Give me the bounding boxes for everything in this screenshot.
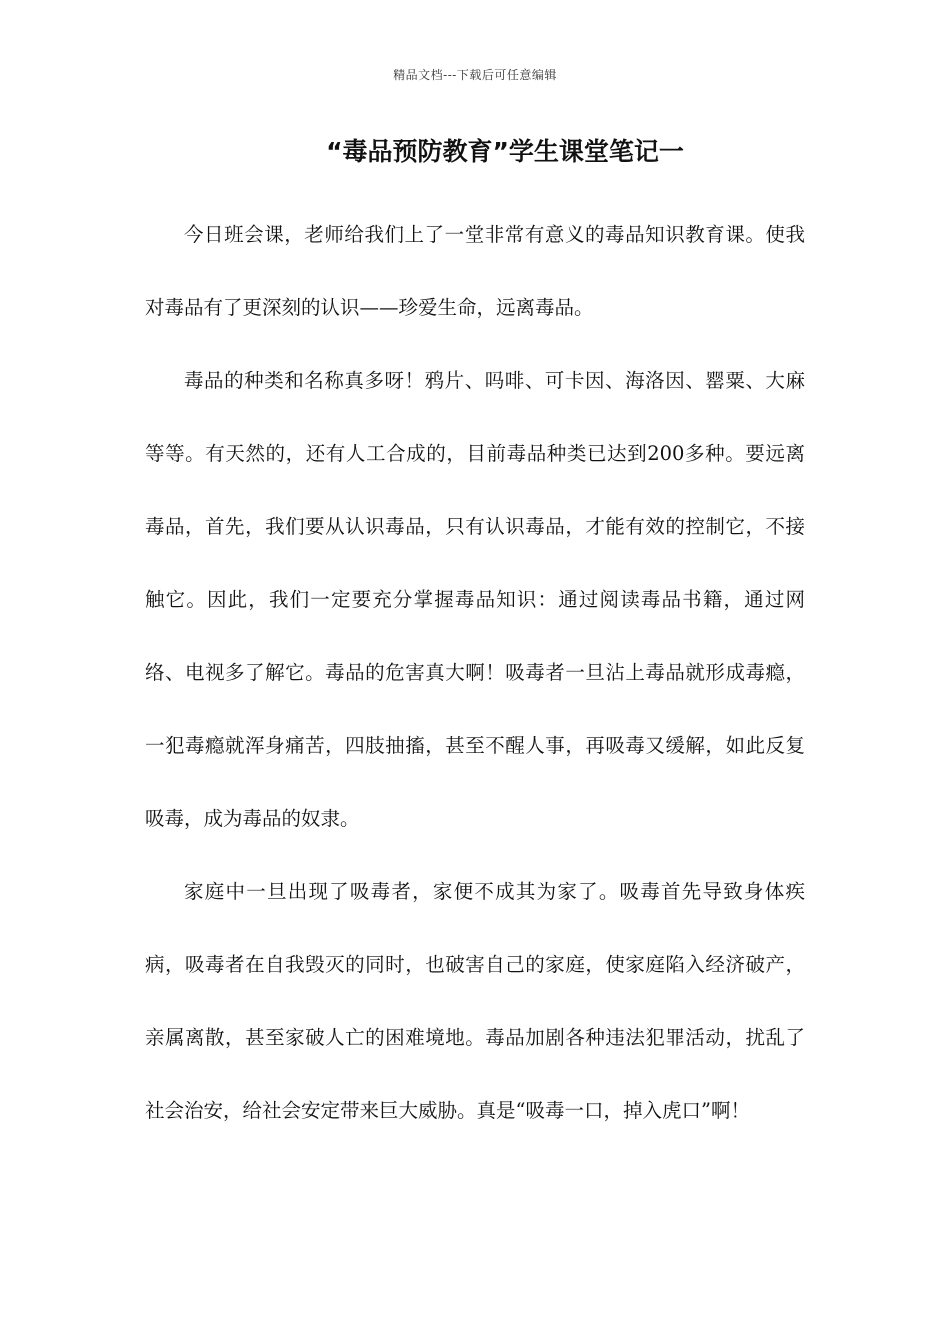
document-body bbox=[145, 198, 805, 1147]
header-note: 精品文档---下载后可任意编辑 bbox=[393, 68, 557, 82]
paragraph-drug-types: 毒品的种类和名称真多呀！鸦片、吗啡、可卡因、海洛因、罂粟、大麻等等。有天然的，还有人工合成的，目前毒品种类已达到200多种。要远离毒品，首先，我们要从认识毒品，只有认识毒品，才能有效的控制它，不接触它。因此，我们一定要充分掌握毒品知识：通过阅读毒品书籍，通过网络、电视多了解它。毒品的危害真大啊！吸毒者一旦沾上毒品就形成毒瘾，一犯毒瘾就浑身痛苦，四肢抽搐，甚至不醒人事，再吸毒又缓解，如此反复吸毒，成为毒品的奴隶。 bbox=[145, 369, 805, 830]
paragraph-family-harm: 家庭中一旦出现了吸毒者，家便不成其为家了。吸毒首先导致身体疾病，吸毒者在自我毁灭的同时，也破害自己的家庭，使家庭陷入经济破产，亲属离散，甚至家破人亡的困难境地。毒品加剧各种违法犯罪活动，扰乱了社会治安，给社会安定带来巨大威胁。真是“吸毒一口，掉入虎口”啊！ bbox=[145, 880, 805, 1122]
document-title: “毒品预防教育”学生课堂笔记一 bbox=[326, 137, 684, 166]
paragraph-intro: 今日班会课，老师给我们上了一堂非常有意义的毒品知识教育课。使我对毒品有了更深刻的认识——珍爱生命，远离毒品。 bbox=[145, 223, 805, 319]
